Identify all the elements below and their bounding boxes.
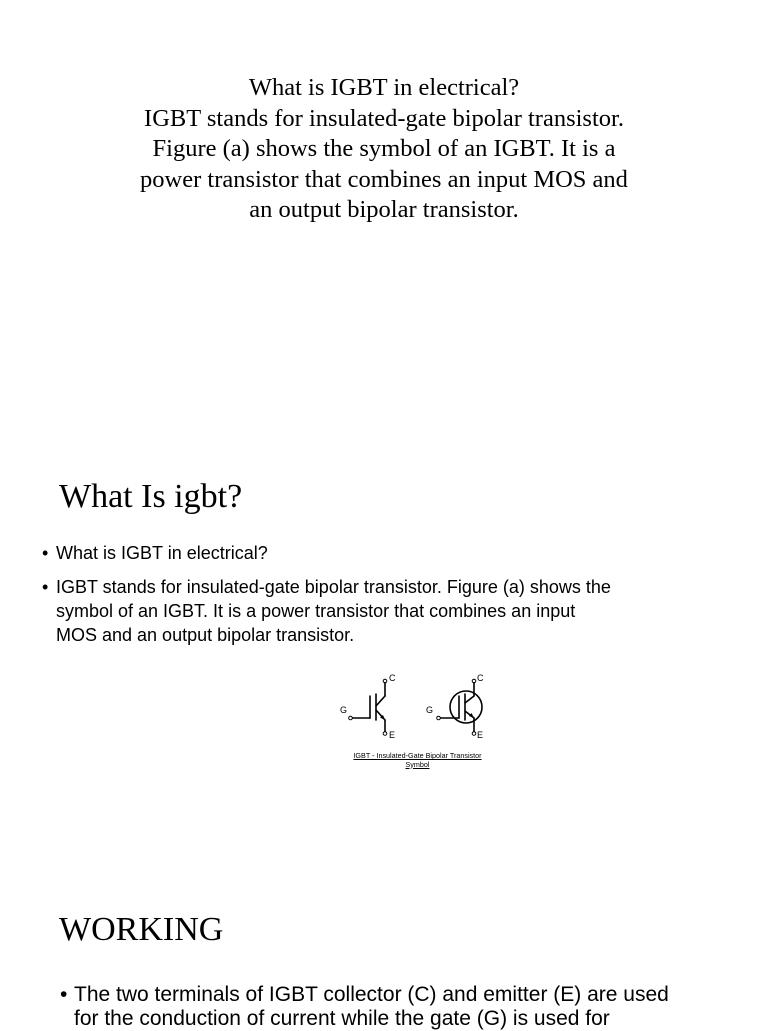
bullet-icon: • (42, 543, 49, 563)
bullet-line: IGBT stands for insulated-gate bipolar transistor. Figure (a) shows the (56, 577, 611, 597)
bullet-item (42, 541, 611, 565)
slide1-line: power transistor that combines an input MOS and (140, 165, 628, 193)
bullet-line: symbol of an IGBT. It is a power transistor that combines an input (56, 601, 576, 621)
caption-line: IGBT - Insulated-Gate Bipolar Transistor (353, 751, 482, 760)
slide2-title: What Is igbt? (59, 478, 243, 515)
gate-label: G (340, 705, 348, 715)
collector-label: C (477, 673, 484, 683)
bullet-icon: • (60, 983, 68, 1006)
slide1-line: IGBT stands for insulated-gate bipolar transistor. (144, 104, 624, 132)
bullet-line: MOS and an output bipolar transistor. (56, 625, 355, 645)
collector-label: C (389, 673, 396, 683)
slide1-line: What is IGBT in electrical? (248, 74, 520, 101)
slide3-title: WORKING (59, 911, 224, 948)
igbt-symbol-circle (437, 679, 482, 735)
emitter-label: E (477, 730, 484, 740)
bullet-line: What is IGBT in electrical? (56, 543, 268, 563)
bullet-line: The two terminals of IGBT collector (C) and emitter (E) are used (74, 983, 669, 1006)
slide1-text (84, 73, 684, 226)
bullet-icon: • (42, 577, 49, 597)
figure-caption (330, 752, 505, 769)
slide1-line: Figure (a) shows the symbol of an IGBT. It is a (152, 135, 616, 162)
slide1-line: an output bipolar transistor. (249, 196, 519, 223)
gate-label: G (426, 705, 434, 715)
bullet-line: for the conduction of current while the gate (G) is used for (74, 1007, 610, 1030)
emitter-label: E (389, 730, 396, 740)
bullet-item (42, 575, 611, 647)
caption-line: Symbol (405, 759, 430, 769)
igbt-symbol-plain (349, 679, 387, 735)
slide2-bullet-list (42, 541, 611, 647)
